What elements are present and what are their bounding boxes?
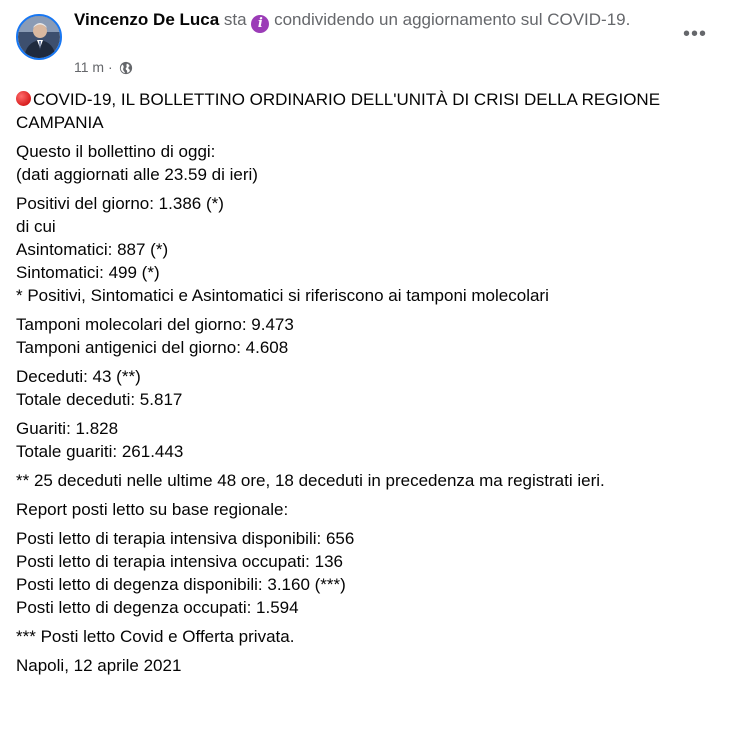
post-paragraph: ** 25 deceduti nelle ultime 48 ore, 18 deceduti in precedenza ma registrati ieri. <box>16 471 605 490</box>
avatar[interactable] <box>16 14 62 60</box>
post-paragraph: Questo il bollettino di oggi: (dati aggiornati alle 23.59 di ieri) <box>16 142 258 184</box>
author-name[interactable]: Vincenzo De Luca <box>74 10 220 29</box>
more-options-icon: ••• <box>682 23 707 45</box>
post-paragraph: Posti letto di terapia intensiva disponibili: 656 Posti letto di terapia intensiva occupati: 136 Posti letto di degenza disponibili: 3.160 (***) Posti letto di degenza occupati: 1.594 <box>16 529 355 617</box>
post-content <box>16 88 713 683</box>
post-date: Napoli, 12 aprile 2021 <box>16 656 182 675</box>
post-title-text: COVID-19, IL BOLLETTINO ORDINARIO DELL'UNITÀ DI CRISI DELLA REGIONE CAMPANIA <box>16 90 661 132</box>
post-paragraph: Deceduti: 43 (**) Totale deceduti: 5.817 <box>16 367 183 409</box>
post-timestamp[interactable]: 11 m <box>74 59 105 75</box>
post-paragraph: Guariti: 1.828 Totale guariti: 261.443 <box>16 419 184 461</box>
post-meta <box>74 58 133 79</box>
info-icon: i <box>251 15 269 33</box>
post-title <box>16 88 713 134</box>
activity-verb: sta <box>223 10 247 29</box>
post-headline <box>74 8 674 33</box>
post-paragraph: Positivi del giorno: 1.386 (*) di cui Asintomatici: 887 (*) Sintomatici: 499 (*) * Positivi, Sintomatici e Asintomatici si riferiscono ai tamponi molecolari <box>16 194 549 305</box>
post-header <box>16 8 713 78</box>
red-circle-icon <box>16 91 31 106</box>
post-paragraph: Report posti letto su base regionale: <box>16 500 289 519</box>
avatar-image <box>18 16 60 58</box>
meta-separator: · <box>107 59 113 75</box>
activity-text: condividendo un aggiornamento sul COVID-19. <box>274 10 631 29</box>
post-paragraph: *** Posti letto Covid e Offerta privata. <box>16 627 295 646</box>
post-paragraph: Tamponi molecolari del giorno: 9.473 Tamponi antigenici del giorno: 4.608 <box>16 315 294 357</box>
more-options-button[interactable] <box>677 16 713 52</box>
globe-icon[interactable] <box>119 61 133 79</box>
